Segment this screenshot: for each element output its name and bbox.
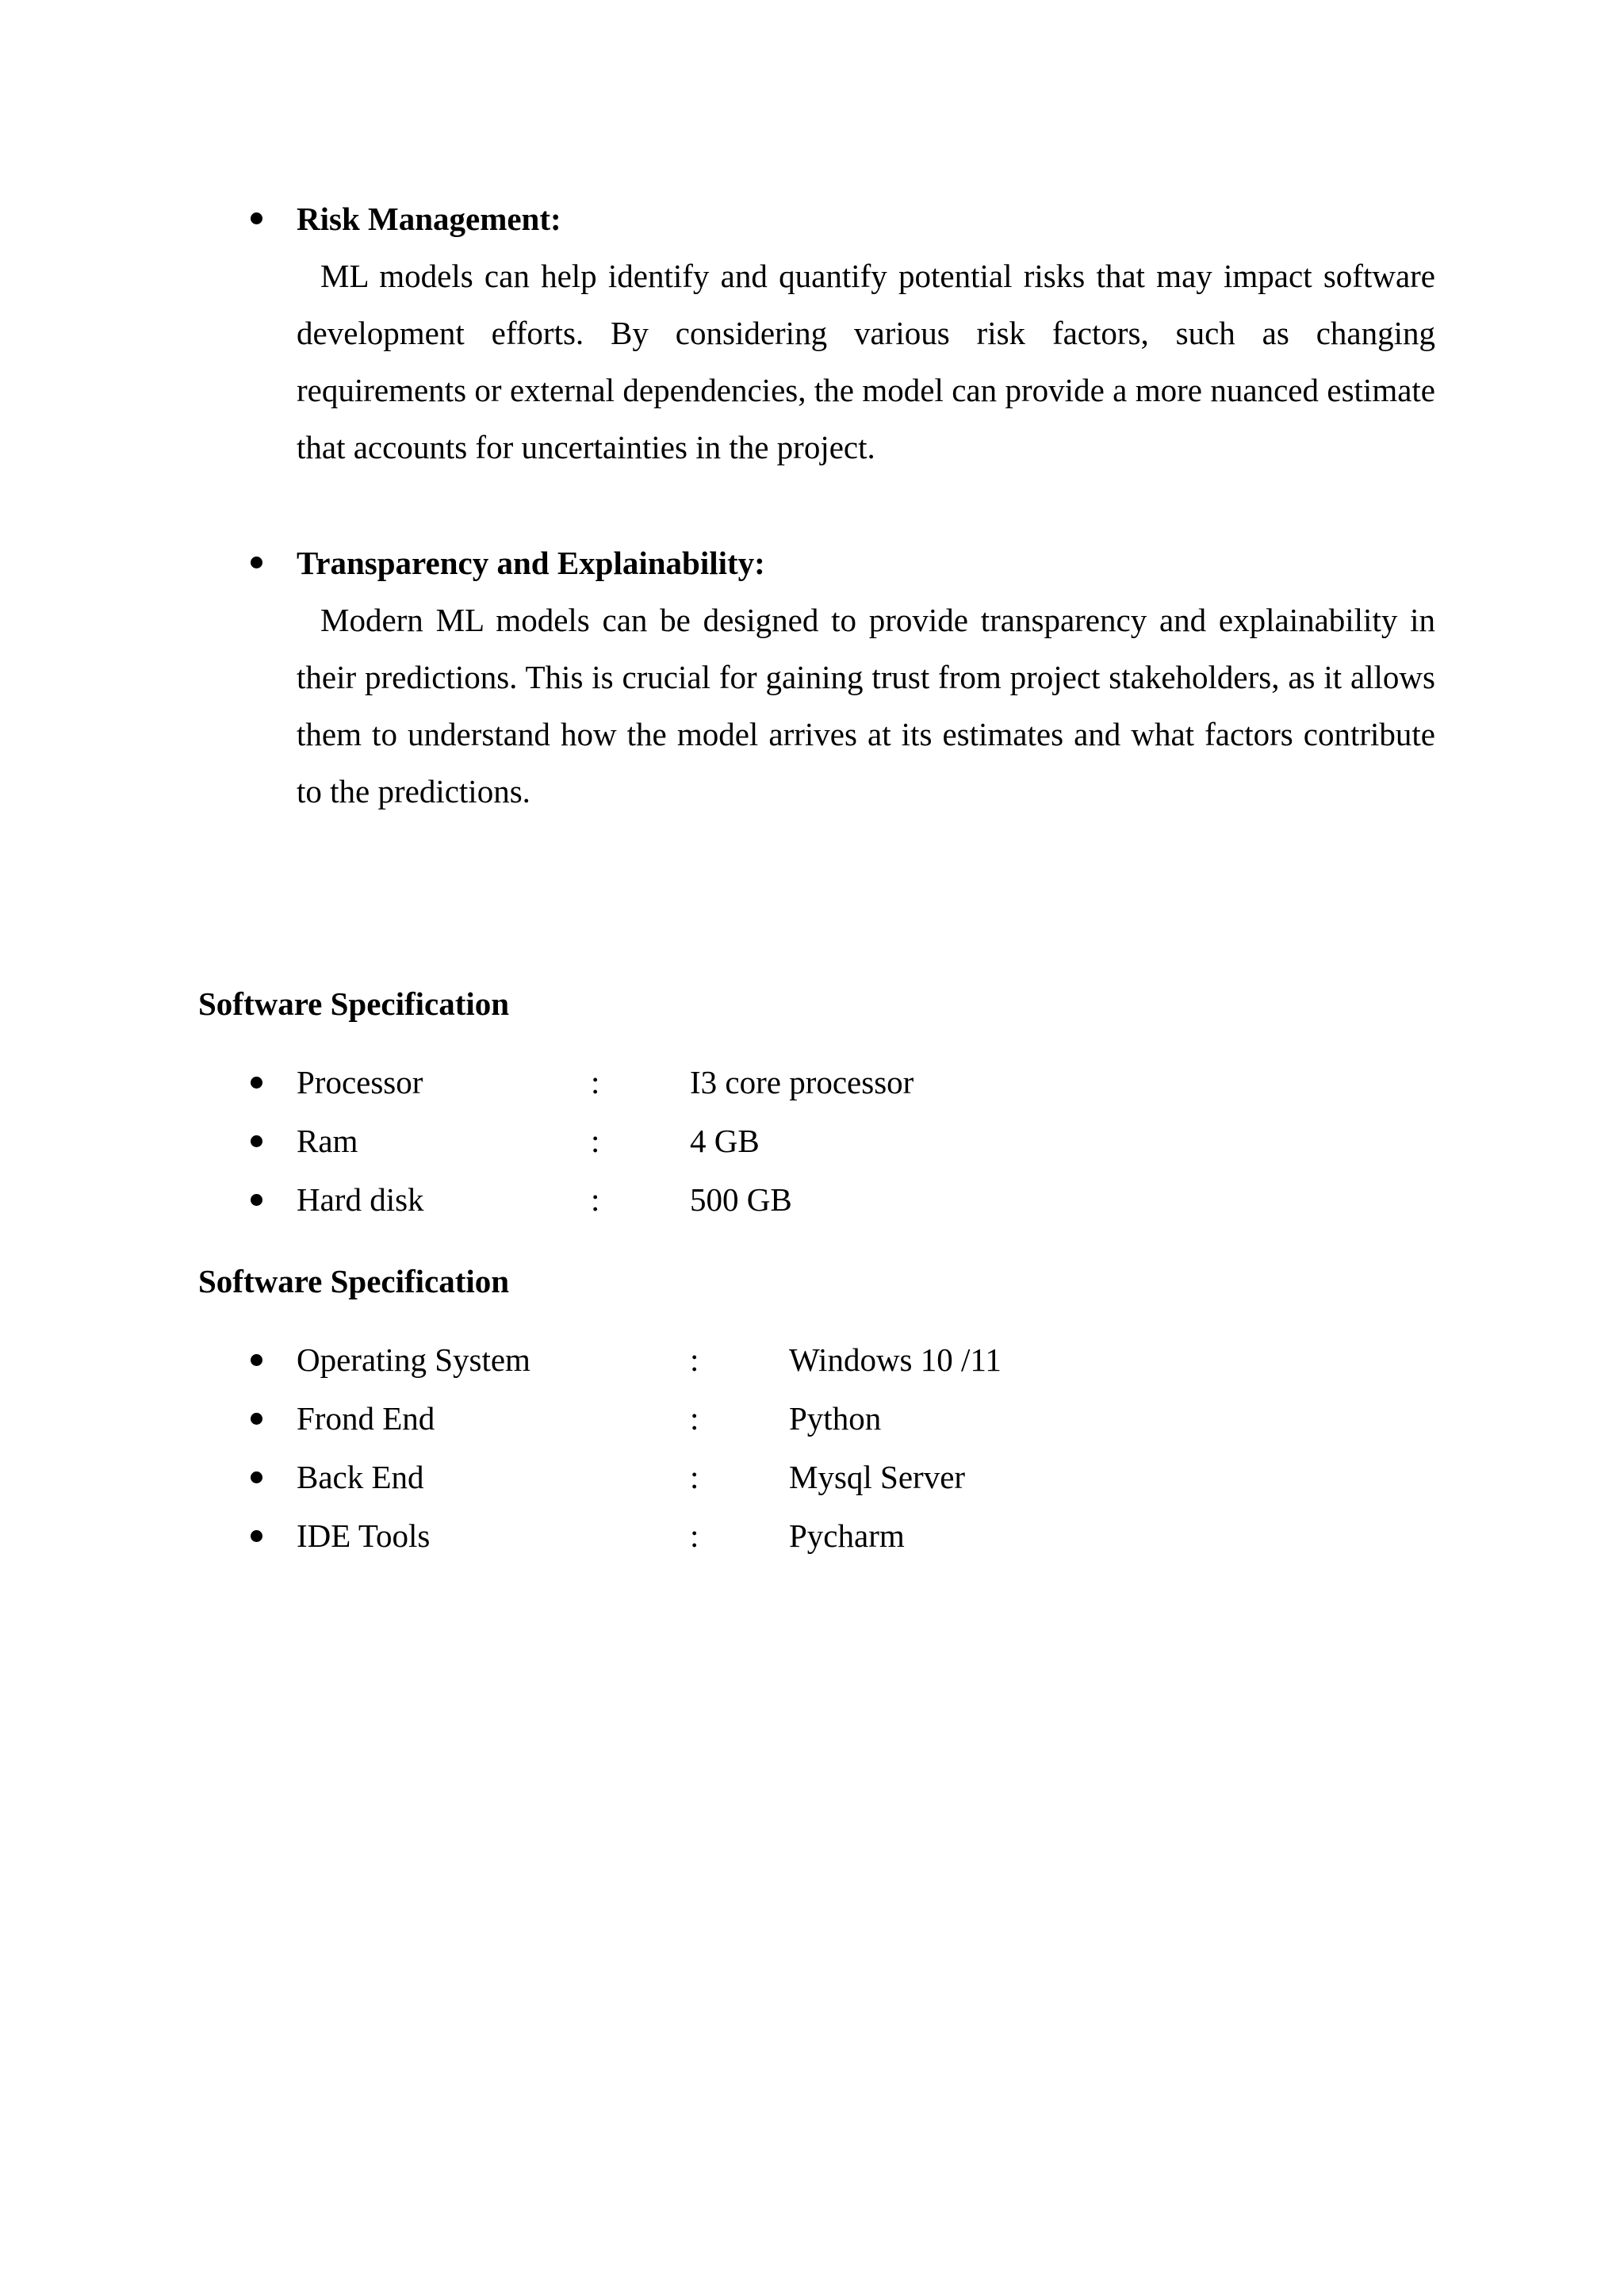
spec-value: Mysql Server xyxy=(789,1459,966,1495)
bullet-risk-management xyxy=(198,190,1435,476)
spec-value: Pycharm xyxy=(789,1517,905,1554)
spec-separator: : xyxy=(591,1181,600,1218)
spec-label: Operating System xyxy=(297,1341,530,1378)
spec-label: Frond End xyxy=(297,1400,435,1437)
spec-row xyxy=(198,1448,1435,1506)
spec-separator: : xyxy=(591,1123,600,1159)
spec-value: 4 GB xyxy=(690,1123,760,1159)
spec-label: Back End xyxy=(297,1459,424,1495)
spec-row xyxy=(198,1170,1435,1229)
bullet-heading: Risk Management: xyxy=(297,201,561,237)
spec-separator: : xyxy=(690,1341,699,1378)
bullet-paragraph: ML models can help identify and quantify potential risks that may impact software development efforts. By considering various risk factors, such as changing requirements or external dependencies, the model can provide a more nuanced estimate that accounts for uncertainties in the project. xyxy=(297,258,1435,465)
spec-row xyxy=(198,1330,1435,1389)
spec-value: Windows 10 /11 xyxy=(789,1341,1002,1378)
spec-label: IDE Tools xyxy=(297,1517,431,1554)
spec-row xyxy=(198,1112,1435,1170)
bullet-dot-icon xyxy=(251,1413,262,1425)
section-title-software: Software Specification xyxy=(198,1263,510,1299)
spec-separator: : xyxy=(591,1064,600,1100)
spec-label: Ram xyxy=(297,1123,358,1159)
bullet-dot-icon xyxy=(251,1194,262,1206)
spec-row xyxy=(198,1506,1435,1565)
spec-label: Processor xyxy=(297,1064,423,1100)
bullet-dot-icon xyxy=(251,1135,262,1147)
bullet-dot-icon xyxy=(251,212,262,224)
bullet-dot-icon xyxy=(251,1077,262,1089)
bullet-dot-icon xyxy=(251,557,262,568)
spec-separator: : xyxy=(690,1517,699,1554)
bullet-paragraph: Modern ML models can be designed to provide transparency and explainability in their predictions. This is crucial for gaining trust from project stakeholders, as it allows them to understand how the model arrives at its estimates and what factors contribute to the predictions. xyxy=(297,602,1435,809)
spec-value: 500 GB xyxy=(690,1181,792,1218)
spec-list-software xyxy=(198,1330,1435,1565)
spec-value: I3 core processor xyxy=(690,1064,914,1100)
bullet-heading: Transparency and Explainability: xyxy=(297,545,765,581)
spec-list-hardware xyxy=(198,1053,1435,1229)
bullet-dot-icon xyxy=(251,1354,262,1366)
bullet-dot-icon xyxy=(251,1530,262,1542)
spec-row xyxy=(198,1389,1435,1448)
bullet-transparency-explainability xyxy=(198,534,1435,820)
spec-value: Python xyxy=(789,1400,882,1437)
spec-separator: : xyxy=(690,1400,699,1437)
spec-separator: : xyxy=(690,1459,699,1495)
spec-label: Hard disk xyxy=(297,1181,424,1218)
spec-row xyxy=(198,1053,1435,1112)
bullet-dot-icon xyxy=(251,1471,262,1483)
section-title-hardware: Software Specification xyxy=(198,985,510,1022)
